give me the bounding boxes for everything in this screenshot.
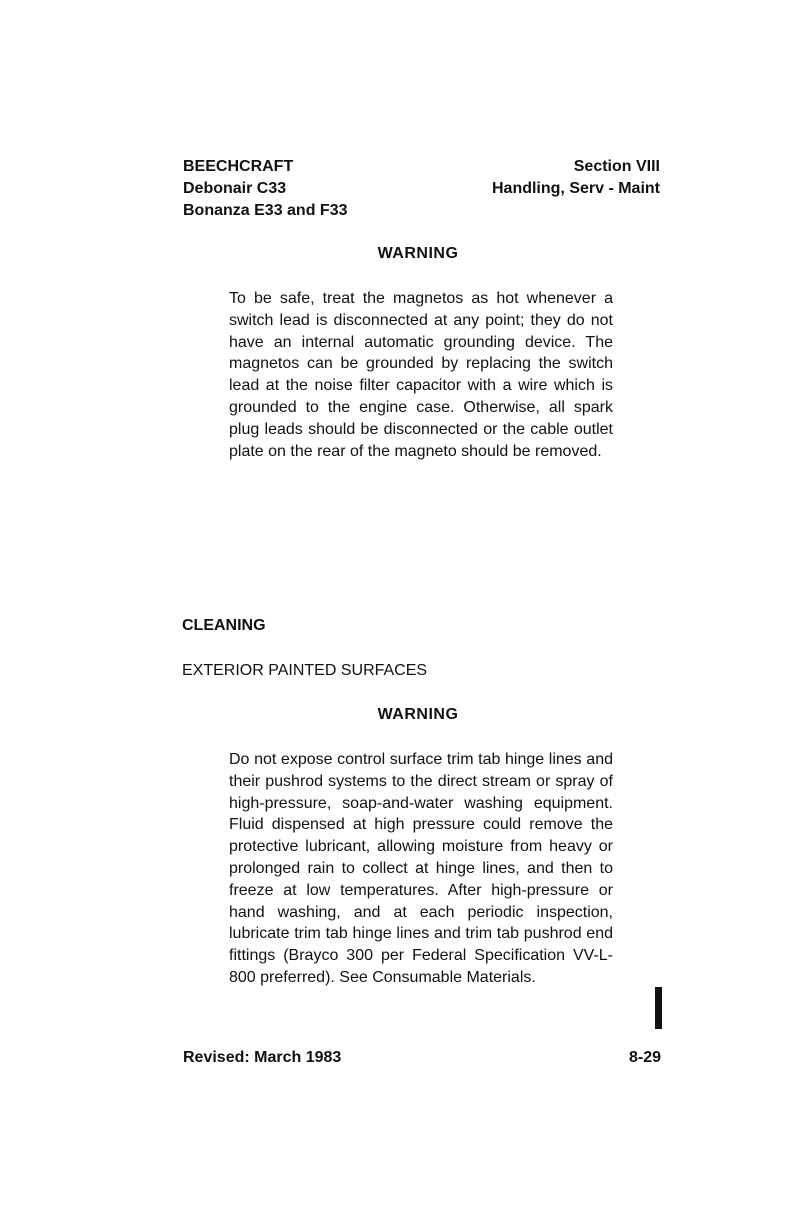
header-model-1: Debonair C33 xyxy=(183,180,287,197)
footer-page-number: 8-29 xyxy=(628,1049,661,1066)
header-section-info xyxy=(492,156,660,200)
header-section-title: Handling, Serv - Maint xyxy=(491,180,660,197)
header-manufacturer: BEECHCRAFT xyxy=(183,158,294,175)
footer-revision-date: Revised: March 1983 xyxy=(183,1049,342,1066)
header-model-2: Bonanza E33 and F33 xyxy=(183,202,348,219)
warning-body-magnetos: To be safe, treat the magnetos as hot whenever a switch lead is disconnected at any point; they do not have an internal automatic grounding device. The magnetos can be grounded by replacing the switch lead at the noise filter capacitor with a wire which is grounded to the engine case. Otherwise, all spark plug leads should be disconnected or the cable outlet plate on the rear of the magneto should be removed. xyxy=(229,290,613,460)
subheading-exterior-painted-surfaces: EXTERIOR PAINTED SURFACES xyxy=(182,662,428,679)
revision-change-bar xyxy=(655,987,662,1029)
warning-body-washing: Do not expose control surface trim tab hinge lines and their pushrod systems to the direct stream or spray of high-pressure, soap-and-water washing equipment. Fluid dispensed at high pressure could remove the protective lubricant, allowing moisture from heavy or prolonged rain to collect at hinge lines, and then to freeze at low temperatures. After high-pressure or hand washing, and at each periodic inspection, lubricate trim tab hinge lines and trim tab pushrod end fittings (Brayco 300 per Federal Specification VV-L-800 preferred). See Consumable Materials. xyxy=(229,751,613,986)
section-heading-cleaning: CLEANING xyxy=(182,617,266,634)
warning-title-magnetos: WARNING xyxy=(377,245,459,262)
header-section-number: Section VIII xyxy=(573,158,660,175)
header-aircraft-models xyxy=(183,156,348,222)
warning-title-washing: WARNING xyxy=(377,706,459,723)
